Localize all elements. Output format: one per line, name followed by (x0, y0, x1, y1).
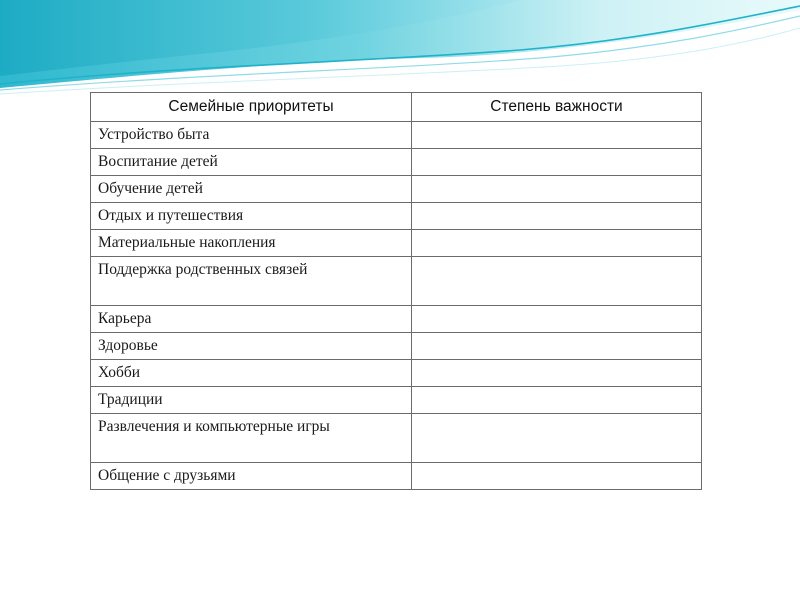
priority-cell: Материальные накопления (91, 230, 412, 257)
priority-cell: Воспитание детей (91, 149, 412, 176)
priority-cell: Общение с друзьями (91, 463, 412, 490)
priority-cell: Устройство быта (91, 122, 412, 149)
table-row (91, 257, 702, 306)
decorative-wave-header (0, 0, 800, 95)
importance-cell[interactable] (412, 333, 702, 360)
importance-cell[interactable] (412, 203, 702, 230)
priority-cell: Здоровье (91, 333, 412, 360)
table-row (91, 387, 702, 414)
priority-cell: Хобби (91, 360, 412, 387)
priorities-table-container (90, 92, 701, 490)
column-header-priorities: Семейные приоритеты (91, 93, 412, 122)
priority-cell: Традиции (91, 387, 412, 414)
importance-cell[interactable] (412, 122, 702, 149)
family-priorities-table (90, 92, 702, 490)
importance-cell[interactable] (412, 414, 702, 463)
table-row (91, 122, 702, 149)
priority-cell: Обучение детей (91, 176, 412, 203)
table-row (91, 203, 702, 230)
importance-cell[interactable] (412, 387, 702, 414)
table-header-row (91, 93, 702, 122)
importance-cell[interactable] (412, 176, 702, 203)
importance-cell[interactable] (412, 463, 702, 490)
importance-cell[interactable] (412, 306, 702, 333)
importance-cell[interactable] (412, 360, 702, 387)
table-row (91, 230, 702, 257)
table-row (91, 360, 702, 387)
table-row (91, 414, 702, 463)
table-row (91, 306, 702, 333)
column-header-importance: Степень важности (412, 93, 702, 122)
table-row (91, 333, 702, 360)
priority-cell: Карьера (91, 306, 412, 333)
priority-cell: Развлечения и компьютерные игры (91, 414, 412, 463)
importance-cell[interactable] (412, 257, 702, 306)
table-row (91, 463, 702, 490)
importance-cell[interactable] (412, 149, 702, 176)
table-row (91, 176, 702, 203)
priority-cell: Поддержка родственных связей (91, 257, 412, 306)
table-row (91, 149, 702, 176)
importance-cell[interactable] (412, 230, 702, 257)
priority-cell: Отдых и путешествия (91, 203, 412, 230)
